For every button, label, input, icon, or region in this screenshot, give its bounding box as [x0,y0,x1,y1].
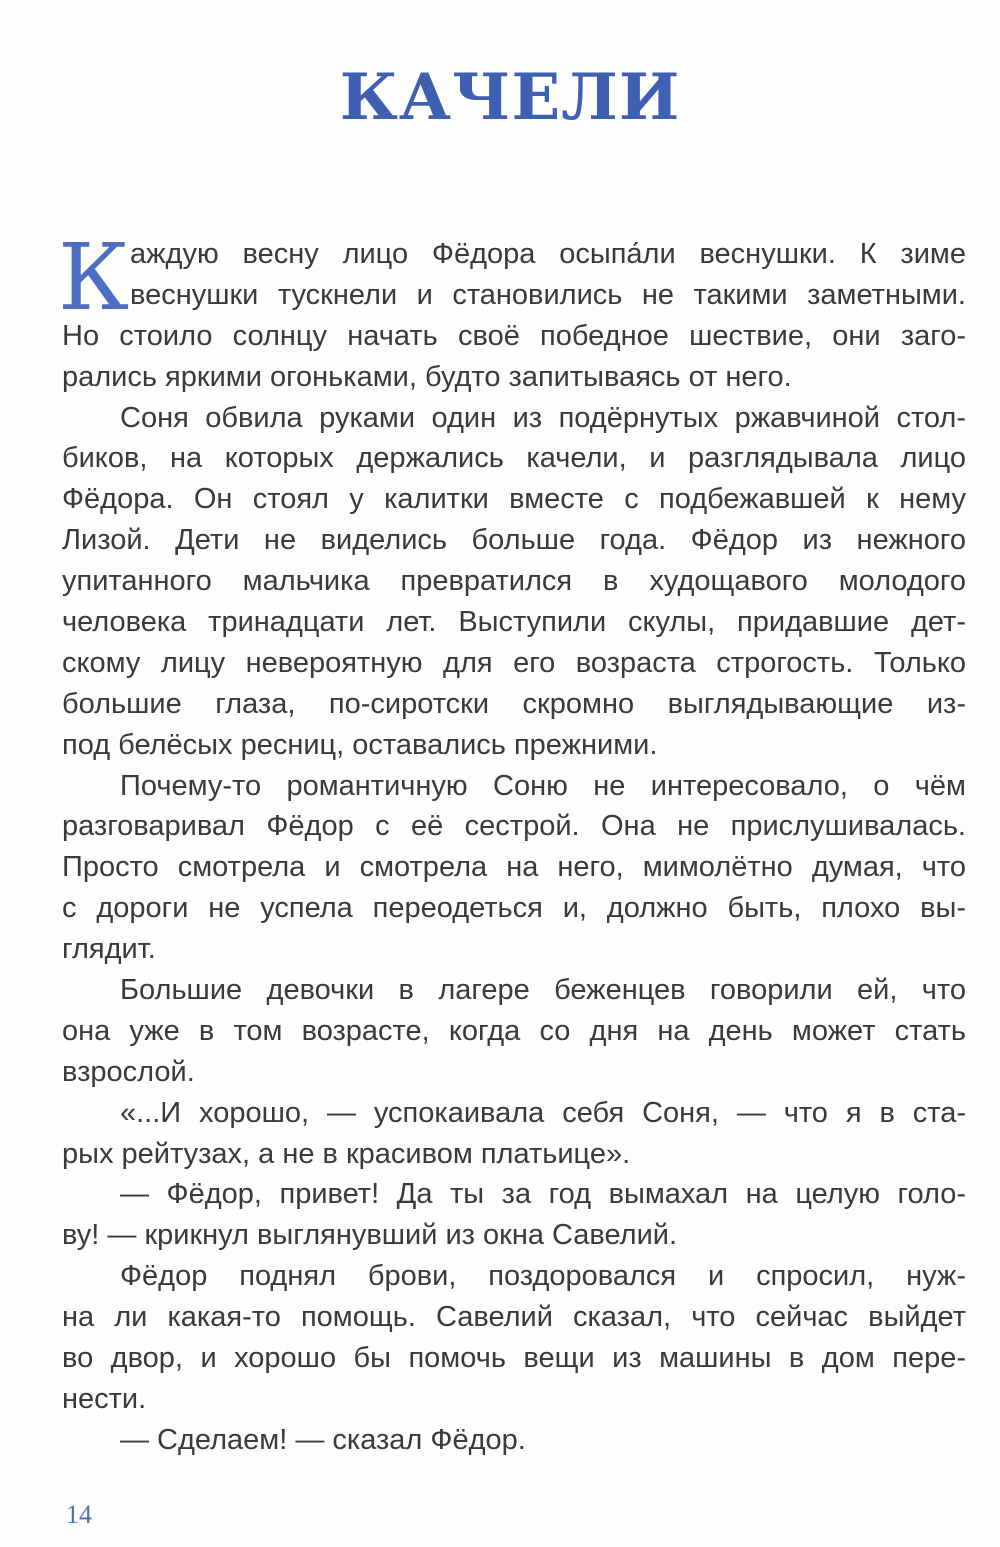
text-line: — Фёдор, привет! Да ты за год вымахал на целую голо- [120,1178,966,1211]
text-line: рых рейтузах, а не в красивом платьице». [62,1137,631,1170]
text-line: она уже в том возрасте, когда со дня на день может стать [62,1014,966,1047]
text-line: «...И хорошо, — успокаивала себя Соня, — что я в ста- [120,1096,966,1129]
text-line: большие глаза, по-сиротски скромно выглядывающие из- [62,687,966,720]
text-line: разговаривал Фёдор с её сестрой. Она не прислушивалась. [62,810,966,843]
text-line: Почему-то романтичную Соню не интересовало, о чём [120,769,966,802]
text-line: Большие девочки в лагере беженцев говорили ей, что [120,974,966,1007]
text-line: — Сделаем! — сказал Фёдор. [120,1423,526,1456]
text-line: Лизой. Дети не виделись больше года. Фёдор из нежного [62,524,966,557]
text-line: с дороги не успела переодеться и, должно быть, плохо вы- [62,892,966,925]
text-line: во двор, и хорошо бы помочь вещи из машины в дом пере- [62,1342,966,1375]
chapter-title: КАЧЕЛИ [339,60,681,135]
drop-cap: К [58,224,130,331]
chapter-text [58,224,966,1461]
text-line: ву! — крикнул выглянувший из окна Савелий. [62,1219,678,1252]
text-line: Просто смотрела и смотрела на него, мимолётно думая, что [62,851,966,884]
text-line: биков, на которых держались качели, и разглядывала лицо [62,442,966,475]
text-line: Фёдор поднял брови, поздоровался и спросил, нуж- [120,1260,966,1293]
text-line: рались яркими огоньками, будто запитываясь от него. [62,360,792,393]
text-line: нести. [62,1382,147,1415]
text-line: человека тринадцати лет. Выступили скулы, придавшие дет- [62,606,966,639]
text-line: на ли какая-то помощь. Савелий сказал, что сейчас выйдет [62,1301,966,1334]
text-line: скому лицу невероятную для его возраста строгость. Только [62,646,966,679]
text-line: упитанного мальчика превратился в худощавого молодого [62,565,966,598]
text-line: взрослой. [62,1055,195,1088]
text-line: аждую весну лицо Фёдора осыпа́ли веснушки. К зиме [130,238,966,270]
text-line: Но стоило солнцу начать своё победное шествие, они заго- [62,319,966,352]
text-line: веснушки тускнели и становились не такими заметными. [130,278,966,311]
text-line: под белёсых ресниц, оставались прежними. [62,728,658,761]
text-line: Фёдора. Он стоял у калитки вместе с подбежавшей к нему [62,483,966,516]
text-line: глядит. [62,933,156,966]
page-number: 14 [66,1500,92,1529]
text-line: Соня обвила руками один из подёрнутых ржавчиной стол- [120,401,966,434]
